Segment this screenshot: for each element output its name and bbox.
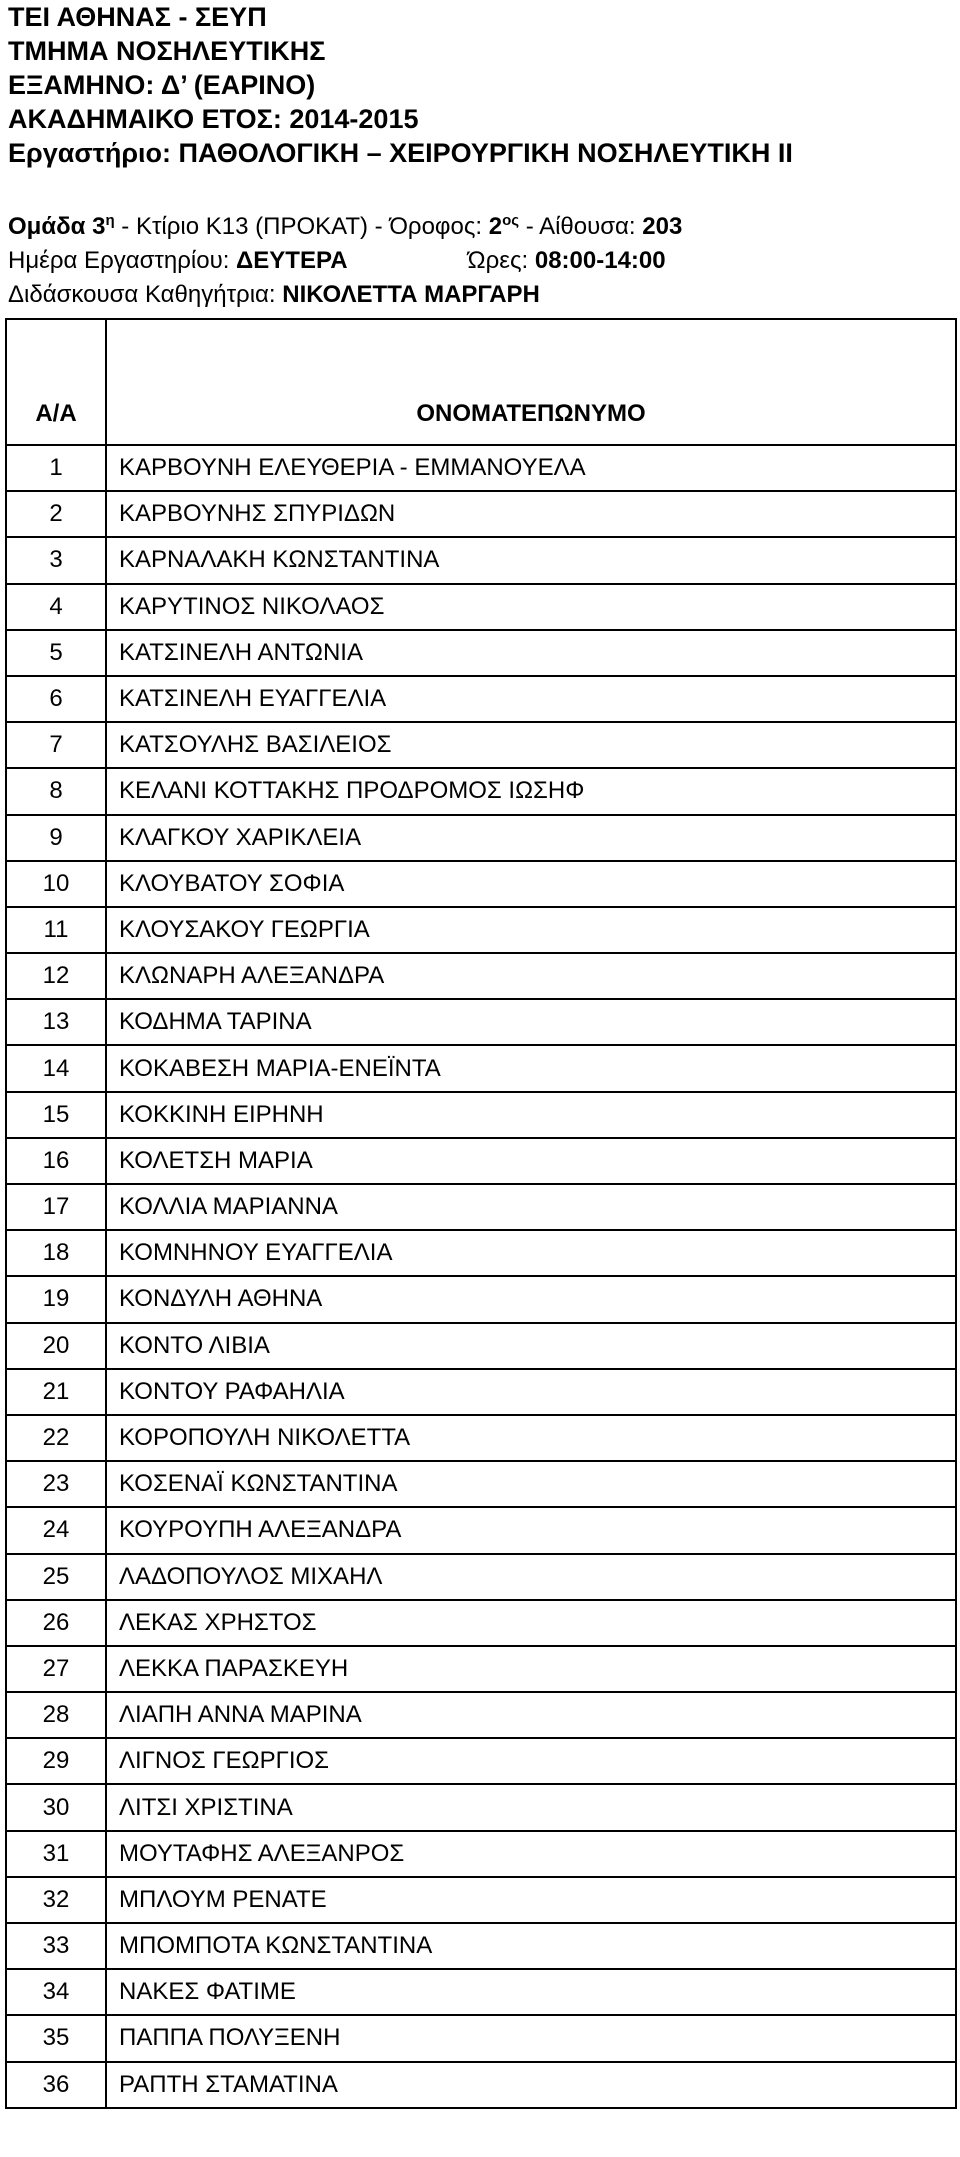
table-row (6, 1184, 956, 1230)
lab-title: Εργαστήριο: ΠΑΘΟΛΟΓΙΚΗ – ΧΕΙΡΟΥΡΓΙΚΗ ΝΟΣΗΛΕΥΤΙΚΗ ΙΙ (8, 138, 793, 168)
institution-title: ΤΕΙ ΑΘΗΝΑΣ - ΣΕΥΠ (8, 2, 267, 32)
table-row (6, 815, 956, 861)
row-number: 30 (6, 1784, 106, 1830)
student-name: ΡΑΠΤΗ ΣΤΑΜΑΤΙΝΑ (106, 2062, 956, 2108)
row-number: 6 (6, 676, 106, 722)
student-name: ΚΟΜΝΗΝΟΥ ΕΥΑΓΓΕΛΙΑ (106, 1230, 956, 1276)
row-number: 11 (6, 907, 106, 953)
row-number: 23 (6, 1461, 106, 1507)
row-number: 9 (6, 815, 106, 861)
row-number: 25 (6, 1554, 106, 1600)
student-name: ΚΕΛΑΝΙ ΚΟΤΤΑΚΗΣ ΠΡΟΔΡΟΜΟΣ ΙΩΣΗΦ (106, 768, 956, 814)
row-number: 4 (6, 584, 106, 630)
student-name: ΚΟΚΑΒΕΣΗ ΜΑΡΙΑ-ΕΝΕΪΝΤΑ (106, 1045, 956, 1091)
group-sup: η (105, 212, 115, 229)
row-number: 15 (6, 1092, 106, 1138)
table-row (6, 1230, 956, 1276)
student-name: ΛΙΤΣΙ ΧΡΙΣΤΙΝΑ (106, 1784, 956, 1830)
table-row (6, 1369, 956, 1415)
student-name: ΚΟΛΛΙΑ ΜΑΡΙΑΝΝΑ (106, 1184, 956, 1230)
student-name: ΛΙΓΝΟΣ ΓΕΩΡΓΙΟΣ (106, 1738, 956, 1784)
table-row (6, 1323, 956, 1369)
row-number: 5 (6, 630, 106, 676)
row-number: 3 (6, 537, 106, 583)
student-name: ΚΟΔΗΜΑ ΤΑΡΙΝΑ (106, 999, 956, 1045)
table-row (6, 1692, 956, 1738)
student-name: ΛΕΚΑΣ ΧΡΗΣΤΟΣ (106, 1600, 956, 1646)
table-row (6, 1784, 956, 1830)
table-row (6, 999, 956, 1045)
student-name: ΚΑΡΥΤΙΝΟΣ ΝΙΚΟΛΑΟΣ (106, 584, 956, 630)
student-name: ΚΑΤΣΙΝΕΛΗ ΕΥΑΓΓΕΛΙΑ (106, 676, 956, 722)
row-number: 22 (6, 1415, 106, 1461)
table-row (6, 1092, 956, 1138)
floor-sup: ος (502, 212, 520, 229)
day-value: ΔΕΥΤΕΡΑ (236, 247, 348, 274)
room-value: 203 (642, 213, 683, 240)
row-number: 33 (6, 1923, 106, 1969)
hours-value: 08:00-14:00 (528, 247, 666, 274)
student-name: ΝΑΚΕΣ ΦΑΤΙΜΕ (106, 1969, 956, 2015)
table-row (6, 1138, 956, 1184)
floor-value: 2 (488, 213, 503, 240)
row-number: 34 (6, 1969, 106, 2015)
row-number: 14 (6, 1045, 106, 1091)
row-number: 21 (6, 1369, 106, 1415)
table-row (6, 1738, 956, 1784)
student-name: ΚΛΟΥΒΑΤΟΥ ΣΟΦΙΑ (106, 861, 956, 907)
table-row (6, 676, 956, 722)
student-name: ΚΑΡΝΑΛΑΚΗ ΚΩΝΣΤΑΝΤΙΝΑ (106, 537, 956, 583)
instructor-label: Διδάσκουσα Καθηγήτρια: (8, 281, 283, 308)
table-row (6, 2062, 956, 2108)
table-row (6, 1969, 956, 2015)
student-name: ΚΑΡΒΟΥΝΗ ΕΛΕΥΘΕΡΙΑ - ΕΜΜΑΝΟΥΕΛΑ (106, 445, 956, 491)
header-name: ΟΝΟΜΑΤΕΠΩΝΥΜΟ (106, 319, 956, 445)
group-location-line (8, 210, 952, 244)
table-row (6, 584, 956, 630)
table-row (6, 768, 956, 814)
table-row (6, 1507, 956, 1553)
row-number: 8 (6, 768, 106, 814)
table-row (6, 907, 956, 953)
table-row (6, 1877, 956, 1923)
row-number: 16 (6, 1138, 106, 1184)
student-name: ΚΑΤΣΙΝΕΛΗ ΑΝΤΩΝΙΑ (106, 630, 956, 676)
instructor-value: ΝΙΚΟΛΕΤΤΑ ΜΑΡΓΑΡΗ (282, 281, 540, 308)
table-row (6, 1276, 956, 1322)
roster-body (6, 445, 956, 2108)
table-row (6, 537, 956, 583)
group-label: Ομάδα 3 (8, 213, 106, 240)
row-number: 20 (6, 1323, 106, 1369)
table-row (6, 722, 956, 768)
row-number: 7 (6, 722, 106, 768)
row-number: 2 (6, 491, 106, 537)
building-text: - Κτίριο Κ13 (ΠΡΟΚΑΤ) - Όροφος: (114, 213, 489, 240)
student-name: ΚΟΝΔΥΛΗ ΑΘΗΝΑ (106, 1276, 956, 1322)
student-name: ΚΟΝΤΟΥ ΡΑΦΑΗΛΙΑ (106, 1369, 956, 1415)
row-number: 36 (6, 2062, 106, 2108)
table-header-row (6, 319, 956, 445)
row-number: 27 (6, 1646, 106, 1692)
student-name: ΚΟΣΕΝΑΪ ΚΩΝΣΤΑΝΤΙΝΑ (106, 1461, 956, 1507)
table-row (6, 1831, 956, 1877)
row-number: 31 (6, 1831, 106, 1877)
student-name: ΚΛΟΥΣΑΚΟΥ ΓΕΩΡΓΙΑ (106, 907, 956, 953)
table-row (6, 1923, 956, 1969)
table-row (6, 491, 956, 537)
row-number: 29 (6, 1738, 106, 1784)
student-name: ΛΑΔΟΠΟΥΛΟΣ ΜΙΧΑΗΛ (106, 1554, 956, 1600)
table-row (6, 2015, 956, 2061)
table-row (6, 1554, 956, 1600)
student-roster-table (5, 318, 957, 2109)
student-name: ΚΟΚΚΙΝΗ ΕΙΡΗΝΗ (106, 1092, 956, 1138)
group-info (8, 210, 952, 312)
instructor-line (8, 278, 952, 312)
schedule-line (8, 244, 952, 278)
table-row (6, 630, 956, 676)
student-name: ΚΟΡΟΠΟΥΛΗ ΝΙΚΟΛΕΤΤΑ (106, 1415, 956, 1461)
student-name: ΠΑΠΠΑ ΠΟΛΥΞΕΝΗ (106, 2015, 956, 2061)
day-label: Ημέρα Εργαστηρίου: (8, 247, 237, 274)
row-number: 17 (6, 1184, 106, 1230)
department-title: ΤΜΗΜΑ ΝΟΣΗΛΕΥΤΙΚΗΣ (8, 36, 326, 66)
row-number: 24 (6, 1507, 106, 1553)
row-number: 1 (6, 445, 106, 491)
student-name: ΚΛΩΝΑΡΗ ΑΛΕΞΑΝΔΡΑ (106, 953, 956, 999)
table-row (6, 861, 956, 907)
row-number: 18 (6, 1230, 106, 1276)
table-row (6, 1600, 956, 1646)
table-row (6, 1045, 956, 1091)
table-row (6, 445, 956, 491)
row-number: 26 (6, 1600, 106, 1646)
row-number: 12 (6, 953, 106, 999)
hours-label: Ώρες: (467, 247, 529, 274)
student-name: ΚΛΑΓΚΟΥ ΧΑΡΙΚΛΕΙΑ (106, 815, 956, 861)
academic-year-title: ΑΚΑΔΗΜΑΙΚΟ ΕΤΟΣ: 2014-2015 (8, 104, 419, 134)
row-number: 19 (6, 1276, 106, 1322)
student-name: ΜΠΟΜΠΟΤΑ ΚΩΝΣΤΑΝΤΙΝΑ (106, 1923, 956, 1969)
student-name: ΚΟΛΕΤΣΗ ΜΑΡΙΑ (106, 1138, 956, 1184)
semester-title: ΕΞΑΜΗΝΟ: Δ’ (ΕΑΡΙΝΟ) (8, 70, 316, 100)
table-row (6, 1461, 956, 1507)
student-name: ΛΕΚΚΑ ΠΑΡΑΣΚΕΥΗ (106, 1646, 956, 1692)
student-name: ΚΟΥΡΟΥΠΗ ΑΛΕΞΑΝΔΡΑ (106, 1507, 956, 1553)
student-name: ΜΟΥΤΑΦΗΣ ΑΛΕΞΑΝΡΟΣ (106, 1831, 956, 1877)
student-name: ΜΠΛΟΥΜ ΡΕΝΑΤΕ (106, 1877, 956, 1923)
table-row (6, 953, 956, 999)
row-number: 13 (6, 999, 106, 1045)
student-name: ΚΟΝΤΟ ΛΙΒΙΑ (106, 1323, 956, 1369)
student-name: ΚΑΡΒΟΥΝΗΣ ΣΠΥΡΙΔΩΝ (106, 491, 956, 537)
header-aa: Α/Α (6, 319, 106, 445)
room-label: - Αίθουσα: (519, 213, 643, 240)
table-row (6, 1415, 956, 1461)
student-name: ΚΑΤΣΟΥΛΗΣ ΒΑΣΙΛΕΙΟΣ (106, 722, 956, 768)
row-number: 32 (6, 1877, 106, 1923)
row-number: 10 (6, 861, 106, 907)
row-number: 35 (6, 2015, 106, 2061)
document-header (8, 0, 952, 170)
student-name: ΛΙΑΠΗ ΑΝΝΑ ΜΑΡΙΝΑ (106, 1692, 956, 1738)
table-row (6, 1646, 956, 1692)
row-number: 28 (6, 1692, 106, 1738)
